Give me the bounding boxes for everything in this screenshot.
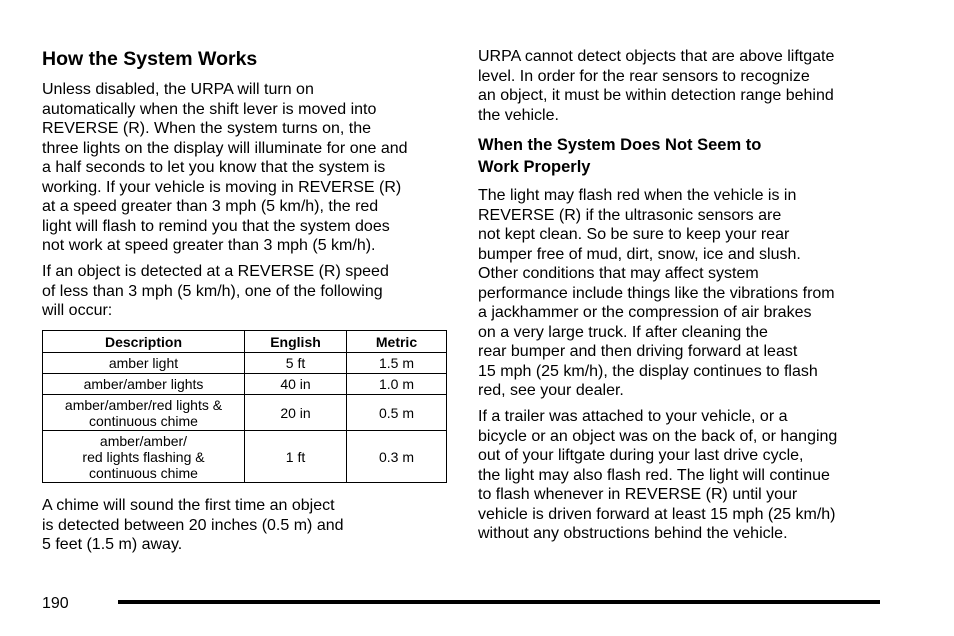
table-cell-metric: 1.5 m	[347, 353, 447, 374]
troubleshoot-paragraph	[478, 186, 835, 401]
text-line: 15 mph (25 km/h), the display continues to flash	[478, 362, 818, 380]
table-row	[43, 395, 447, 431]
table-row	[43, 374, 447, 395]
text-line: to flash whenever in REVERSE (R) until your	[478, 486, 798, 503]
text-line: not work at speed greater than 3 mph (5 km/h).	[42, 237, 376, 254]
text-line: The light may flash red when the vehicle is in	[478, 187, 797, 204]
text-line: vehicle is driven forward at least 15 mph (25 km/h)	[478, 505, 836, 523]
text-line: at a speed greater than 3 mph (5 km/h), the red	[42, 198, 379, 215]
table-cell-metric: 0.5 m	[347, 395, 447, 431]
column-header-english: English	[245, 331, 347, 353]
text-line: URPA cannot detect objects that are above liftgate	[478, 48, 835, 65]
table-header-row	[43, 331, 447, 353]
table-cell-english: 20 in	[245, 395, 347, 431]
text-line: rear bumper and then driving forward at least	[478, 343, 798, 360]
page-number: 190	[42, 595, 69, 612]
table-cell-english: 5 ft	[245, 353, 347, 374]
text-line: is detected between 20 inches (0.5 m) and	[42, 516, 344, 534]
table-cell-metric: 0.3 m	[347, 431, 447, 483]
column-header-metric: Metric	[347, 331, 447, 353]
detection-table	[42, 330, 447, 483]
text-line: the light may also flash red. The light will continue	[478, 466, 830, 484]
text-line: not kept clean. So be sure to keep your rear	[478, 226, 790, 243]
intro-paragraph	[42, 80, 408, 256]
text-line: on a very large truck. If after cleaning the	[478, 323, 768, 341]
table-cell-description: amber/amber/red lights & continuous chime	[43, 395, 245, 431]
heading-line: Work Properly	[478, 158, 591, 176]
text-line: of less than 3 mph (5 km/h), one of the following	[42, 282, 383, 300]
detection-paragraph	[42, 262, 389, 321]
section-heading: How the System Works	[42, 48, 258, 70]
text-line: a half seconds to let you know that the system is	[42, 159, 386, 176]
chime-paragraph	[42, 496, 344, 555]
text-line: working. If your vehicle is moving in REVERSE (R)	[42, 178, 402, 196]
text-line: 5 feet (1.5 m) away.	[42, 536, 183, 553]
table-cell-description: amber/amber/ red lights flashing & continuous chime	[43, 431, 245, 483]
text-line: A chime will sound the first time an object	[42, 497, 335, 514]
table-row	[43, 431, 447, 483]
text-line: REVERSE (R). When the system turns on, the	[42, 120, 372, 137]
text-line: bicycle or an object was on the back of, or hanging	[478, 427, 838, 445]
text-line: three lights on the display will illuminate for one and	[42, 139, 408, 157]
table-cell-description: amber light	[43, 353, 245, 374]
text-line: light will flash to remind you that the system does	[42, 217, 390, 235]
text-line: automatically when the shift lever is moved into	[42, 100, 377, 118]
text-line: Other conditions that may affect system	[478, 265, 759, 282]
text-line: a jackhammer or the compression of air brakes	[478, 304, 812, 321]
table-cell-description: amber/amber lights	[43, 374, 245, 395]
text-line: red, see your dealer.	[478, 382, 624, 399]
subsection-heading	[478, 134, 761, 178]
table-row	[43, 353, 447, 374]
text-line: without any obstructions behind the vehicle.	[478, 525, 788, 542]
heading-line: When the System Does Not Seem to	[478, 136, 762, 154]
text-line: the vehicle.	[478, 106, 559, 124]
text-line: level. In order for the rear sensors to recognize	[478, 67, 810, 85]
text-line: If a trailer was attached to your vehicle, or a	[478, 408, 788, 425]
range-paragraph	[478, 47, 834, 125]
text-line: REVERSE (R) if the ultrasonic sensors are	[478, 206, 782, 224]
table-cell-english: 1 ft	[245, 431, 347, 483]
table-cell-metric: 1.0 m	[347, 374, 447, 395]
text-line: out of your liftgate during your last drive cycle,	[478, 447, 804, 464]
text-line: bumper free of mud, dirt, snow, ice and slush.	[478, 245, 801, 263]
text-line: Unless disabled, the URPA will turn on	[42, 81, 314, 98]
text-line: will occur:	[42, 302, 113, 319]
text-line: an object, it must be within detection range behind	[478, 87, 834, 104]
text-line: performance include things like the vibrations from	[478, 284, 835, 302]
text-line: If an object is detected at a REVERSE (R) speed	[42, 263, 389, 280]
column-header-description: Description	[43, 331, 245, 353]
table-cell-english: 40 in	[245, 374, 347, 395]
trailer-paragraph	[478, 407, 837, 544]
footer-rule	[118, 600, 880, 604]
